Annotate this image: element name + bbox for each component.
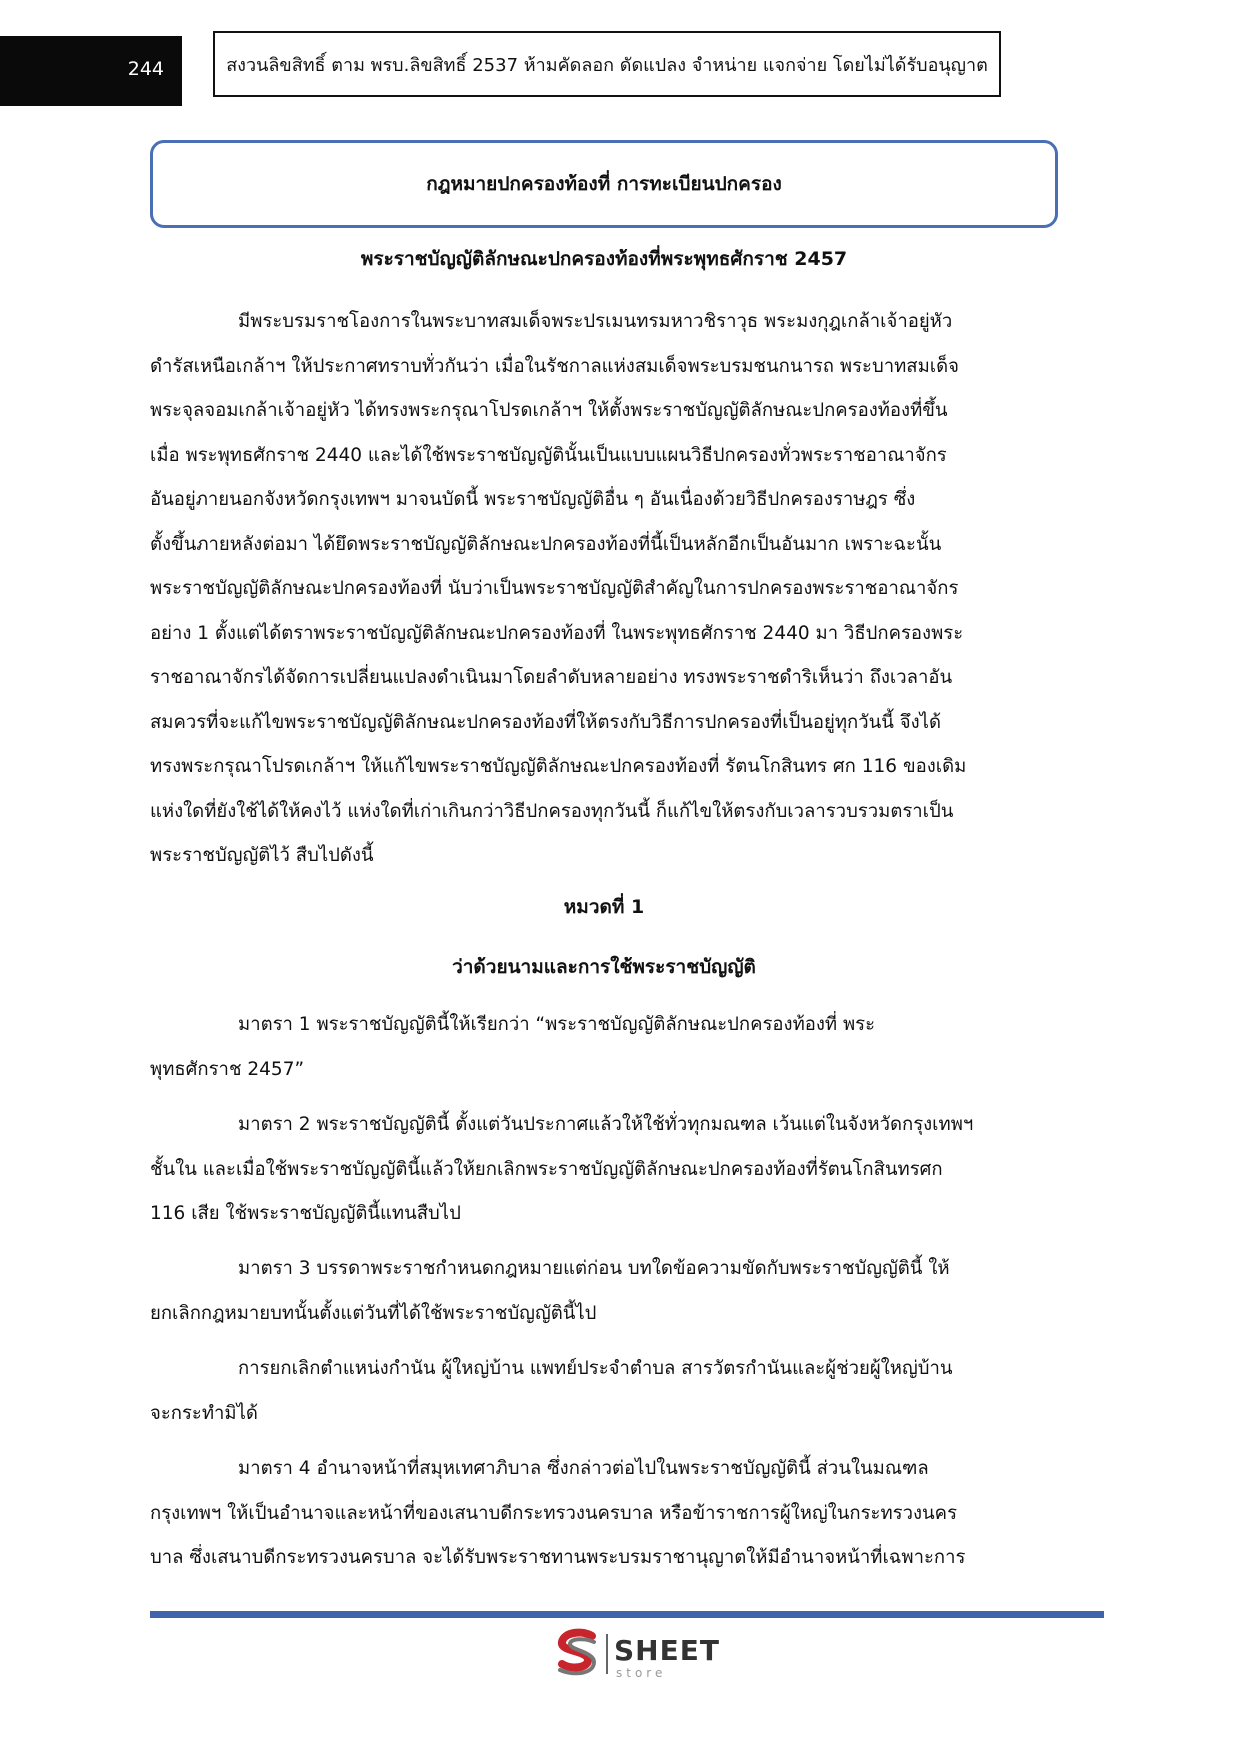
preamble (150, 300, 1060, 879)
preamble-line: เมื่อ พระพุทธศักราช 2440 และได้ใช้พระราชบัญญัตินั้นเป็นแบบแผนวิธีปกครองทั่วพระราชอาณาจักร (150, 444, 947, 466)
section-3-line: ยกเลิกกฎหมายบทนั้นตั้งแต่วันที่ได้ใช้พระราชบัญญัตินี้ไป (150, 1302, 597, 1324)
section-1-line: มาตรา 1 พระราชบัญญัตินี้ให้เรียกว่า “พระราชบัญญัติลักษณะปกครองท้องที่ พระ (238, 1014, 876, 1035)
sheet-store-logo (552, 1628, 732, 1684)
logo-name: SHEET (614, 1634, 720, 1667)
section-2-line: ชั้นใน และเมื่อใช้พระราชบัญญัตินี้แล้วให้ยกเลิกพระราชบัญญัติลักษณะปกครองท้องที่รัตนโกสินทรศก (150, 1158, 943, 1180)
preamble-line: มีพระบรมราชโองการในพระบาทสมเด็จพระปรเมนทรมหาวชิราวุธ พระมงกุฎเกล้าเจ้าอยู่หัว (238, 311, 953, 332)
preamble-line: แห่งใดที่ยังใช้ได้ให้คงไว้ แห่งใดที่เก่าเกินกว่าวิธีปกครองทุกวันนี้ ก็แก้ไขให้ตรงกับเวลารวบรวมตราเป็น (150, 800, 954, 822)
preamble-line: พระราชบัญญัติไว้ สืบไปดังนี้ (150, 845, 374, 866)
logo-divider (606, 1634, 608, 1674)
section-4 (150, 1447, 1060, 1581)
preamble-line: พระราชบัญญัติลักษณะปกครองท้องที่ นับว่าเป็นพระราชบัญญัติสำคัญในการปกครองพระราชอาณาจักร (150, 578, 959, 599)
section-2 (150, 1103, 1060, 1237)
chapter-subheading: ว่าด้วยนามและการใช้พระราชบัญญัติ (452, 956, 756, 978)
logo-sub: store (616, 1666, 667, 1680)
preamble-line: พระจุลจอมเกล้าเจ้าอยู่หัว ได้ทรงพระกรุณาโปรดเกล้าฯ ให้ตั้งพระราชบัญญัติลักษณะปกครองท้องที่ขึ้น (150, 400, 948, 421)
act-title: พระราชบัญญัติลักษณะปกครองท้องที่พระพุทธศักราช 2457 (360, 248, 848, 270)
sheet-store-logo-icon (552, 1628, 602, 1680)
footer-rule (150, 1611, 1104, 1618)
page-number-box (0, 36, 182, 106)
section-4-line: กรุงเทพฯ ให้เป็นอำนาจและหน้าที่ของเสนาบดีกระทรวงนครบาล หรือข้าราชการผู้ใหญ่ในกระทรวงนคร (150, 1502, 957, 1524)
section-1-line: พุทธศักราช 2457” (150, 1058, 305, 1080)
preamble-line: อันอยู่ภายนอกจังหวัดกรุงเทพฯ มาจนบัดนี้ พระราชบัญญัติอื่น ๆ อันเนื่องด้วยวิธีปกครองราษฎร ซึ่ง (150, 489, 916, 510)
section-1 (150, 1003, 1060, 1092)
section-2-line: 116 เสีย ใช้พระราชบัญญัตินี้แทนสืบไป (150, 1203, 461, 1224)
chapter-heading: หมวดที่ 1 (563, 896, 645, 918)
preamble-line: ทรงพระกรุณาโปรดเกล้าฯ ให้แก้ไขพระราชบัญญัติลักษณะปกครองท้องที่ รัตนโกสินทร ศก 116 ของเดิม (150, 756, 967, 777)
section-4-line: บาล ซึ่งเสนาบดีกระทรวงนครบาล จะได้รับพระราชทานพระบรมราชานุญาตให้มีอำนาจหน้าที่เฉพาะการ (150, 1547, 966, 1568)
section-2-line: มาตรา 2 พระราชบัญญัตินี้ ตั้งแต่วันประกาศแล้วให้ใช้ทั่วทุกมณฑล เว้นแต่ในจังหวัดกรุงเทพฯ (238, 1114, 974, 1135)
preamble-line: ราชอาณาจักรได้จัดการเปลี่ยนแปลงดำเนินมาโดยลำดับหลายอย่าง ทรงพระราชดำริเห็นว่า ถึงเวลาอัน (150, 667, 953, 688)
preamble-line: ดำรัสเหนือเกล้าฯ ให้ประกาศทราบทั่วกันว่า เมื่อในรัชกาลแห่งสมเด็จพระบรมชนกนารถ พระบาทสมเด็จ (150, 355, 959, 377)
preamble-line: ตั้งขึ้นภายหลังต่อมา ได้ยึดพระราชบัญญัติลักษณะปกครองท้องที่นี้เป็นหลักอีกเป็นอันมาก เพราะฉะนั้น (150, 533, 942, 555)
page-number: 244 (127, 58, 164, 80)
section-3-paragraph-2 (150, 1347, 1060, 1436)
copyright-notice: สงวนลิขสิทธิ์ ตาม พรบ.ลิขสิทธิ์ 2537 ห้ามคัดลอก ดัดแปลง จำหน่าย แจกจ่าย โดยไม่ได้รับอนุญาต (213, 31, 1001, 97)
section-3b-line: จะกระทำมิได้ (150, 1402, 258, 1424)
section-4-line: มาตรา 4 อำนาจหน้าที่สมุหเทศาภิบาล ซึ่งกล่าวต่อไปในพระราชบัญญัตินี้ ส่วนในมณฑล (238, 1458, 929, 1479)
section-title: กฎหมายปกครองท้องที่ การทะเบียนปกครอง (150, 140, 1058, 228)
preamble-line: สมควรที่จะแก้ไขพระราชบัญญัติลักษณะปกครองท้องที่ให้ตรงกับวิธีการปกครองที่เป็นอยู่ทุกวันนี้ จึงได้ (150, 711, 942, 733)
section-3 (150, 1247, 1060, 1336)
preamble-line: อย่าง 1 ตั้งแต่ได้ตราพระราชบัญญัติลักษณะปกครองท้องที่ ในพระพุทธศักราช 2440 มา วิธีปกครองพระ (150, 622, 964, 644)
section-3-line: มาตรา 3 บรรดาพระราชกำหนดกฎหมายแต่ก่อน บทใดข้อความขัดกับพระราชบัญญัตินี้ ให้ (238, 1258, 950, 1279)
section-3b-line: การยกเลิกตำแหน่งกำนัน ผู้ใหญ่บ้าน แพทย์ประจำตำบล สารวัตรกำนันและผู้ช่วยผู้ใหญ่บ้าน (238, 1358, 953, 1379)
